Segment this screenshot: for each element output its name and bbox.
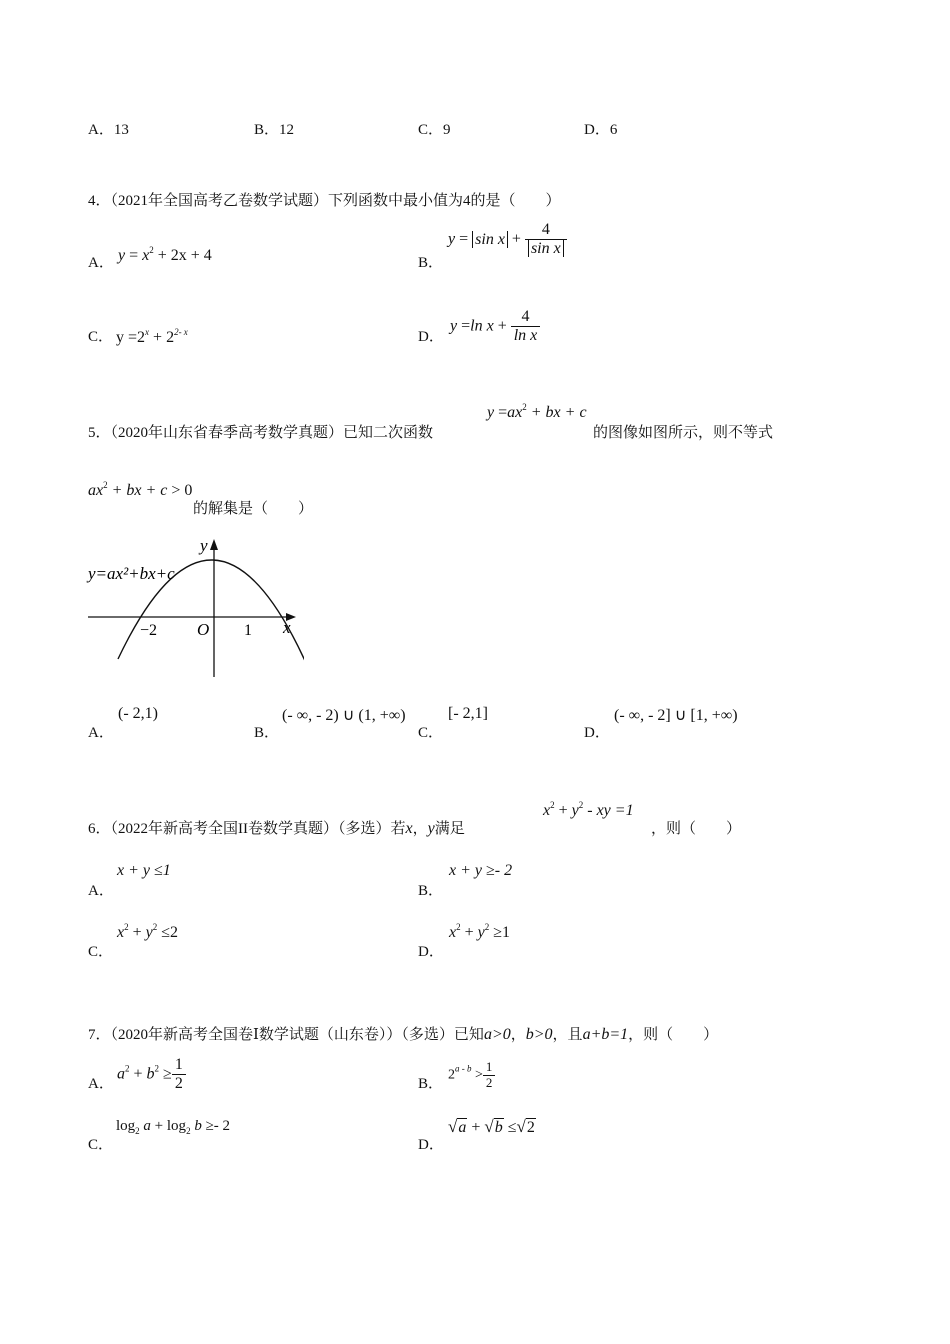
q5-option-d: (- ∞, - 2] ∪ [1, +∞) — [614, 707, 738, 724]
q7-option-a: $a^2 + b^2$ ≥ $\frac{1}{2}$ — [117, 1056, 186, 1094]
q7-label-b: B． — [418, 1076, 444, 1092]
q5-inequality-post: 的解集是（ ） — [193, 501, 314, 517]
q6-option-d: $x^2 + y^2 \ge 1$ — [449, 922, 511, 941]
q7-option-d: √ a + √ b ≤ √ 2 — [448, 1117, 535, 1136]
q5-option-c: [- 2,1] — [448, 705, 488, 722]
q4-label-a: A． — [88, 255, 114, 271]
q6-option-b: x + y ≥- 2 — [449, 862, 513, 879]
q6-label-b: B． — [418, 883, 444, 899]
q4-option-c: $y =2^x + 2^{2- x}$ — [116, 327, 188, 346]
q3-option-b: B．12 — [254, 122, 295, 138]
q5-stem-post: 的图像如图所示，则不等式 — [593, 425, 774, 441]
q3-option-c: C．9 — [418, 122, 451, 138]
y-axis-label: y — [200, 536, 208, 555]
q5-label-d: D． — [584, 725, 610, 741]
q4-option-b: y = sin x + $\frac{4}{\text{sin x}}$ — [448, 221, 567, 259]
q4-stem: 4．（2021年全国高考乙卷数学试题）下列函数中最小值为4的是（ ） — [88, 193, 561, 209]
q5-inequality: $ax^2$ + bx + c > 0 — [88, 480, 193, 499]
q5-stem-pre: 5．（2020年山东省春季高考数学真题）已知二次函数 — [88, 425, 434, 441]
q5-option-b: (- ∞, - 2) ∪ (1, +∞) — [282, 707, 406, 724]
q6-label-d: D． — [418, 944, 444, 960]
q7-label-a: A． — [88, 1076, 114, 1092]
q7-label-d: D． — [418, 1137, 444, 1153]
q6-label-c: C． — [88, 944, 114, 960]
q5-label-a: A． — [88, 725, 114, 741]
q6-condition: $x^2 + y^2$ - xy =1 — [543, 800, 634, 819]
q5-parabola-graph — [84, 535, 304, 683]
q7-stem: 7．（2020年新高考全国卷Ⅰ数学试题（山东卷））（多选）已知a>0，b>0，且a+b=1，则（ ） — [88, 1026, 719, 1043]
q7-option-b: 2$^{a - b}$ > $\frac{1}{2}$ — [448, 1060, 495, 1091]
q7-label-c: C． — [88, 1137, 114, 1153]
q6-stem-post: ，则（ ） — [651, 821, 742, 837]
q6-label-a: A． — [88, 883, 114, 899]
q4-label-d: D． — [418, 329, 444, 345]
q5-label-c: C． — [418, 725, 444, 741]
x-axis-label: x — [283, 618, 291, 637]
q5-label-b: B． — [254, 725, 280, 741]
origin-label: O — [197, 620, 210, 639]
q4-label-b: B． — [418, 255, 444, 271]
q5-option-a: (- 2,1) — [118, 705, 158, 722]
q4-option-d: y =ln x + $\frac{4}{\text{ln x}}$ — [450, 308, 540, 346]
q3-option-d: D．6 — [584, 122, 618, 138]
y-axis-arrow — [210, 539, 218, 550]
q7-option-c: $\log_2 a + \log_2 b \ge- 2$ — [116, 1118, 231, 1136]
q6-stem: 6．（2022年新高考全国II卷数学真题）（多选）若x，y满足 — [88, 820, 465, 837]
q3-option-a: A．13 — [88, 122, 129, 138]
q5-function: $y =ax^2$ + bx + c — [487, 402, 587, 421]
q6-option-a: x + y ≤1 — [117, 862, 171, 879]
q4-label-c: C． — [88, 329, 114, 345]
curve-label: y=ax²+bx+c — [88, 564, 175, 583]
q6-option-c: $x^2 + y^2 \le 2$ — [117, 922, 179, 941]
root-right-label: 1 — [244, 622, 252, 639]
root-left-label: −2 — [140, 622, 158, 639]
q4-option-a: $y = x^2 + 2x + 4$ — [118, 245, 212, 264]
